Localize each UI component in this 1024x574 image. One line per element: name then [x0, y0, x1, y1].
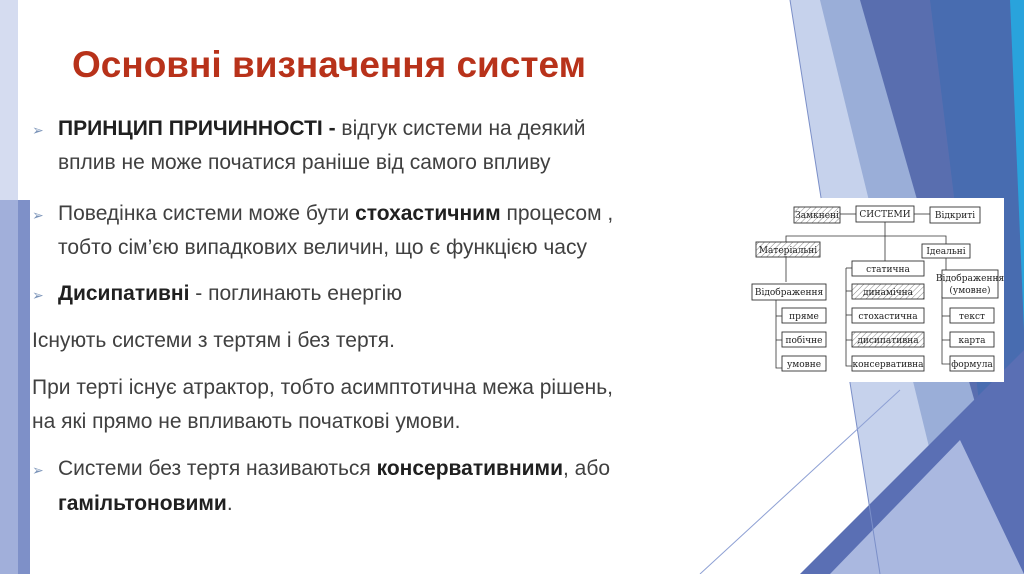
stochastic-post: процесом , [500, 202, 614, 225]
node-right-item-label: формула [951, 360, 993, 370]
systems-classification-diagram [746, 198, 1004, 382]
connector [885, 222, 946, 244]
node-middle-item-label: дисипативна [857, 336, 919, 346]
connector [776, 300, 782, 368]
term-dissipative: Дисипативні [58, 282, 190, 305]
deco-left-strip-light [0, 0, 18, 574]
node-mapping-cond-line1: Відображення [935, 274, 1004, 284]
node-right-item-label: текст [959, 312, 985, 322]
node-middle-item-label: динамічна [862, 288, 914, 298]
node-left-item-label: побічне [785, 336, 823, 346]
causality-text: відгук системи на деякий [335, 117, 586, 140]
node-ideal-label: Ідеальні [926, 247, 966, 257]
node-left-item-label: пряме [789, 312, 819, 322]
connector [942, 296, 950, 364]
conservative-mid: , або [562, 457, 611, 480]
bullet-icon: ➢ [32, 208, 44, 224]
paragraph-friction: Існують системи з тертям і без тертя. [32, 329, 395, 352]
node-mapping-label: Відображення [754, 288, 824, 298]
bullet-icon: ➢ [32, 288, 44, 304]
node-left-item-label: умовне [786, 360, 822, 370]
node-mapping-cond-line2: (умовне) [949, 286, 991, 296]
dissipative-text: - поглинають енергію [189, 282, 403, 305]
node-root-label: СИСТЕМИ [859, 210, 911, 220]
paragraph-conservative-line2 [58, 492, 233, 516]
paragraph-causality [58, 117, 586, 141]
paragraph-attractor: При терті існує атрактор, тобто асимптотична межа рішень, [32, 376, 613, 399]
conservative-pre: Системи без тертя називаються [58, 457, 377, 480]
paragraph-conservative [58, 457, 610, 481]
paragraph-dissipative [58, 282, 402, 306]
term-hamiltonian: гамільтоновими [58, 492, 227, 515]
node-closed-label: Замкнені [795, 211, 839, 221]
paragraph-stochastic [58, 202, 613, 226]
causality-text-line2: вплив не може початися раніше від самого впливу [58, 151, 551, 174]
slide-title: Основні визначення систем [72, 44, 586, 85]
term-causality: ПРИНЦИП ПРИЧИННОСТІ - [58, 117, 336, 140]
paragraph-attractor-line2: на які прямо не впливають початкові умови. [32, 410, 461, 433]
bullet-icon: ➢ [32, 463, 44, 479]
node-open-label: Відкриті [934, 211, 976, 221]
connector [786, 236, 885, 242]
bullet-icon: ➢ [32, 123, 44, 139]
node-middle-item-label: консервативна [852, 360, 924, 370]
term-stochastic: стохастичним [355, 202, 501, 225]
stochastic-pre: Поведінка системи може бути [58, 202, 356, 225]
term-conservative: консервативними [376, 457, 563, 480]
node-middle-item-label: статична [866, 265, 910, 275]
connector [846, 268, 852, 366]
stochastic-line2: тобто сім’єю випадкових величин, що є функцією часу [58, 236, 587, 259]
node-material-label: Матеріальні [758, 246, 818, 256]
node-middle-item-label: стохастична [858, 312, 918, 322]
node-right-item-label: карта [958, 336, 986, 346]
conservative-end: . [226, 492, 233, 515]
